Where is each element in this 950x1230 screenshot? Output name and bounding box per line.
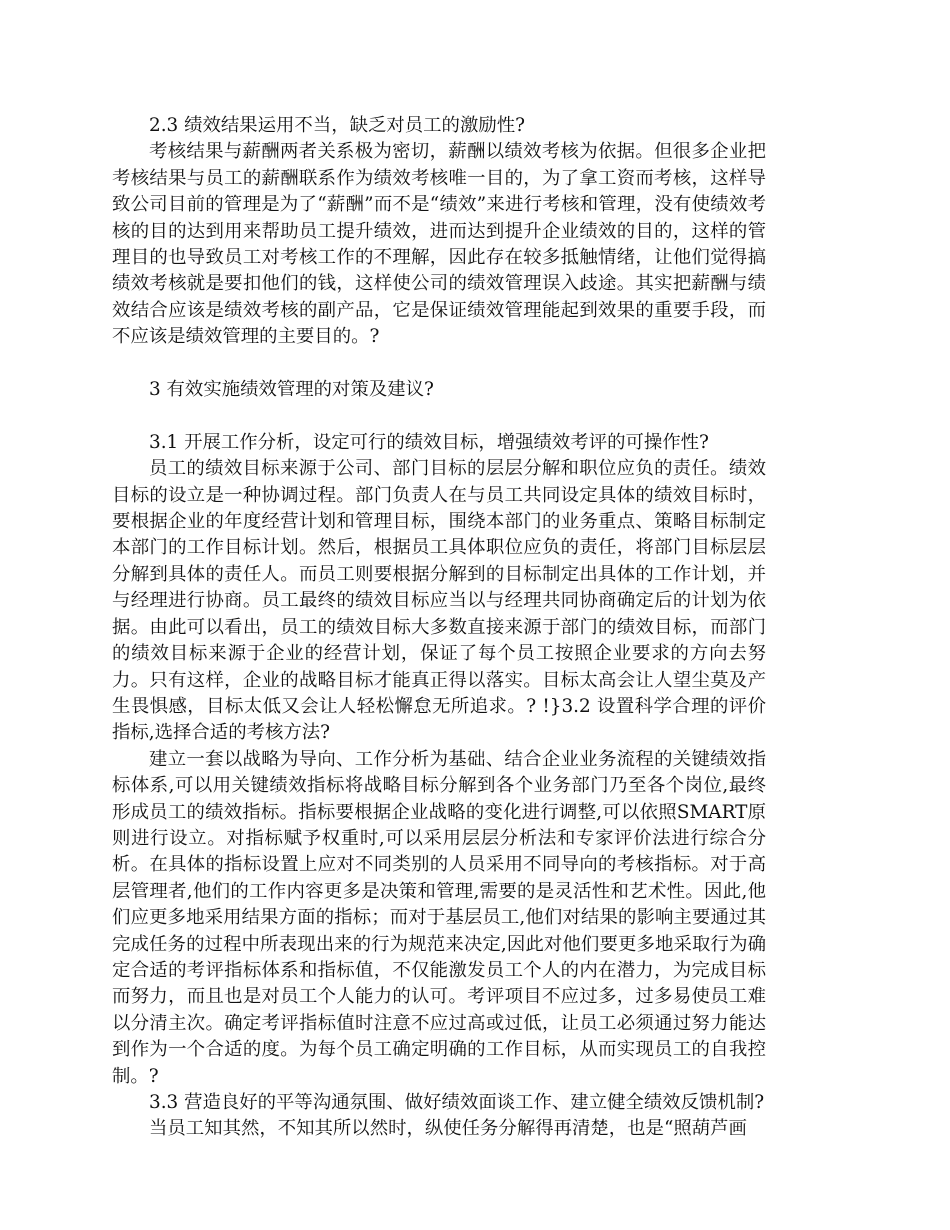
document-page (112, 113, 766, 1143)
paragraph-3-2: 建立一套以战略为导向、工作分析为基础、结合企业业务流程的关键绩效指标体系,可以用关键绩效指标将战略目标分解到各个业务部门乃至各个岗位,最终形成员工的绩效指标。指标要根据企业战略的变化进行调整,可以依照SMART原则进行设立。对指标赋予权重时,可以采用层层分析法和专家评价法进行综合分析。在具体的指标设置上应对不同类别的人员采用不同导向的考核指标。对于高层管理者,他们的工作内容更多是决策和管理,需要的是灵活性和艺术性。因此,他们应更多地采用结果方面的指标；而对于基层员工,他们对结果的影响主要通过其完成任务的过程中所表现出来的行为规范来决定,因此对他们要更多地采取行为确定合适的考评指标体系和指标值，不仅能激发员工个人的内在潜力，为完成目标而努力，而且也是对员工个人能力的认可。考评项目不应过多，过多易使员工难以分清主次。确定考评指标值时注意不应过高或过低，让员工必须通过努力能达到作为一个合适的度。为每个员工确定明确的工作目标，从而实现员工的自我控制。? (112, 748, 766, 1087)
blank-line (112, 403, 766, 429)
section-heading-2-3: 2.3 绩效结果运用不当，缺乏对员工的激励性? (149, 115, 525, 136)
section-heading-3-3: 3.3 营造良好的平等沟通氛围、做好绩效面谈工作、建立健全绩效反馈机制? (149, 1092, 765, 1113)
paragraph-2-3: 考核结果与薪酬两者关系极为密切，薪酬以绩效考核为依据。但很多企业把考核结果与员工的薪酬联系作为绩效考核唯一目的，为了拿工资而考核，这样导致公司目前的管理是为了“薪酬”而不是“绩效”来进行考核和管理，没有使绩效考核的目的达到用来帮助员工提升绩效，进而达到提升企业绩效的目的，这样的管理目的也导致员工对考核工作的不理解，因此存在较多抵触情绪，让他们觉得搞绩效考核就是要扣他们的钱，这样使公司的绩效管理误入歧途。其实把薪酬与绩效结合应该是绩效考核的副产品，它是保证绩效管理能起到效果的重要手段，而不应该是绩效管理的主要目的。? (112, 141, 766, 348)
section-heading-3: 3 有效实施绩效管理的对策及建议? (149, 379, 434, 401)
paragraph-3-3: 当员工知其然，不知其所以然时，纵使任务分解得再清楚，也是“照葫芦画 (149, 1118, 747, 1140)
section-heading-3-1: 3.1 开展工作分析，设定可行的绩效目标，增强绩效考评的可操作性? (149, 431, 709, 453)
paragraph-3-1: 员工的绩效目标来源于公司、部门目标的层层分解和职位应负的责任。绩效目标的设立是一种协调过程。部门负责人在与员工共同设定具体的绩效目标时，要根据企业的年度经营计划和管理目标，围绕本部门的业务重点、策略目标制定本部门的工作目标计划。然后，根据员工具体职位应负的责任，将部门目标层层分解到具体的责任人。而员工则要根据分解到的目标制定出具体的工作计划，并与经理进行协商。员工最终的绩效目标应当以与经理共同协商确定后的计划为依据。由此可以看出，员工的绩效目标大多数直接来源于部门的绩效目标，而部门的绩效目标来源于企业的经营计划，保证了每个员工按照企业要求的方向去努力。只有这样，企业的战略目标才能真正得以落实。目标太高会让人望尘莫及产生畏惧感，目标太低又会让人轻松懈怠无所追求。? !}3.2 设置科学合理的评价指标,选择合适的考核方法? (112, 458, 766, 744)
blank-line (112, 351, 766, 377)
